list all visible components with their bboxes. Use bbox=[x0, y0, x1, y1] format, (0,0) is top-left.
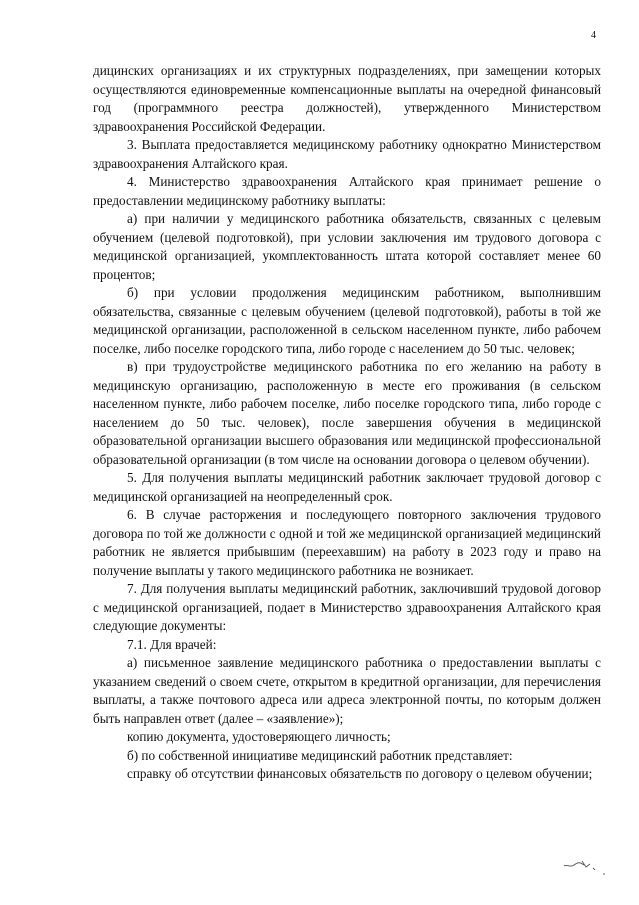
handwritten-mark bbox=[560, 852, 610, 880]
paragraph-clause-7-1: 7.1. Для врачей: bbox=[127, 636, 217, 652]
paragraph-clause-4v: в) при трудоустройстве медицинского работника по его желанию на работу в медицинскую организацию, расположенную в месте его проживания (в сельском населенном пункте, либо рабочем поселке, либо поселке городского типа, либо городе с населением до 50 тыс. человек), после завершения обучения в медицинской образовательной организации высшего образования или медицинской профессиональной образовательной организации (в том числе на основании договора о целевом обучении). bbox=[93, 359, 601, 467]
page-number: 4 bbox=[591, 30, 596, 41]
paragraph-clause-6: 6. В случае расторжения и последующего повторного заключения трудового договора по той же должности с одной и той же медицинской организацией медицинский работник не является прибывшим (переехавшим) на работу в 2023 году и право на получение выплаты у такого медицинского работника не возникает. bbox=[93, 507, 601, 578]
paragraph-clause-4a: а) при наличии у медицинского работника обязательств, связанных с целевым обучением (целевой подготовкой), при условии заключения им трудового договора с медицинской организацией, укомплектованность штата которой составляет менее 60 процентов; bbox=[93, 211, 601, 282]
paragraph-clause-7: 7. Для получения выплаты медицинский работник, заключивший трудовой договор с медицинской организацией, подает в Министерство здравоохранения Алтайского края следующие документы: bbox=[93, 581, 601, 633]
paragraph-clause-7-1b: б) по собственной инициативе медицинский работник представляет: bbox=[127, 747, 513, 763]
paragraph-id-copy: копию документа, удостоверяющего личность; bbox=[127, 729, 391, 744]
paragraph-certificate: справку об отсутствии финансовых обязательств по договору о целевом обучении; bbox=[127, 766, 593, 781]
paragraph-continuation: дицинских организациях и их структурных подразделениях, при замещении которых осуществляются единовременные компенсационные выплаты на очередной финансовый год (программного реестра должностей), утвержденного Министерством здравоохранения Российской Федерации. bbox=[93, 63, 601, 134]
paragraph-clause-7-1a: а) письменное заявление медицинского работника о предоставлении выплаты с указанием сведений о своем счете, открытом в кредитной организации, для перечисления выплаты, а также почтового адреса или адреса электронной почты, по которым должен быть направлен ответ (далее – «заявление»); bbox=[93, 655, 601, 726]
paragraph-clause-4: 4. Министерство здравоохранения Алтайского края принимает решение о предоставлении медицинскому работнику выплаты: bbox=[93, 174, 601, 208]
paragraph-clause-5: 5. Для получения выплаты медицинский работник заключает трудовой договор с медицинской организацией на неопределенный срок. bbox=[93, 470, 601, 504]
document-body bbox=[93, 62, 601, 784]
paragraph-clause-3: 3. Выплата предоставляется медицинскому работнику однократно Министерством здравоохранения Алтайского края. bbox=[93, 137, 601, 171]
paragraph-clause-4b: б) при условии продолжения медицинским работником, выполнившим обязательства, связанные с целевым обучением (целевой подготовкой), работы в той же медицинской организации, расположенной в сельском населенном пункте, либо рабочем поселке, либо поселке городского типа, либо городе с населением до 50 тыс. человек; bbox=[93, 285, 601, 356]
